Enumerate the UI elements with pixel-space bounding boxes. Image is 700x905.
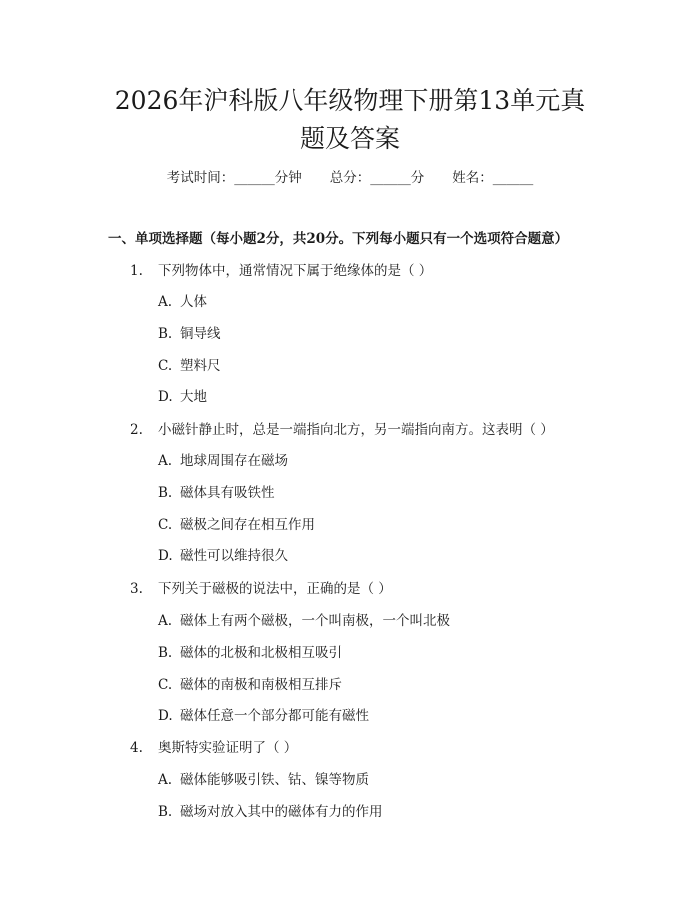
question-number: 2. [130, 422, 143, 438]
option-letter: D. [158, 548, 173, 564]
option [158, 356, 221, 376]
option [158, 546, 288, 566]
page-title-line2: 题及答案 [299, 124, 400, 153]
question-text: 奥斯特实验证明了（ ） [158, 740, 298, 756]
option-letter: D. [158, 389, 173, 405]
option [158, 324, 221, 344]
option-letter: B. [158, 804, 173, 820]
option-text: 磁性可以维持很久 [180, 548, 288, 564]
option-text: 地球周围存在磁场 [180, 453, 288, 469]
option-letter: C. [158, 677, 173, 693]
question-number: 3. [130, 581, 143, 597]
question-2 [130, 420, 554, 440]
option-letter: B. [158, 645, 173, 661]
option [158, 515, 315, 535]
question-3 [130, 579, 392, 599]
option-letter: B. [158, 326, 173, 342]
option [158, 706, 369, 726]
exam-time: 考试时间：______分钟 [166, 170, 302, 186]
exam-info-line [0, 168, 700, 188]
option-letter: C. [158, 517, 173, 533]
option [158, 387, 207, 407]
option-letter: A. [158, 294, 173, 310]
page-title-line1: 2026年沪科版八年级物理下册第13单元真 [114, 86, 586, 115]
option-text: 磁体具有吸铁性 [180, 485, 275, 501]
option [158, 611, 450, 631]
option [158, 483, 275, 503]
total-score: 总分：______分 [329, 170, 425, 186]
option-text: 人体 [180, 294, 207, 310]
option-text: 磁体上有两个磁极，一个叫南极，一个叫北极 [180, 613, 450, 629]
option-text: 铜导线 [180, 326, 221, 342]
option-letter: A. [158, 613, 173, 629]
option [158, 643, 342, 663]
question-1 [130, 261, 432, 281]
option [158, 451, 288, 471]
option-letter: D. [158, 708, 173, 724]
option-letter: A. [158, 772, 173, 788]
option-text: 磁场对放入其中的磁体有力的作用 [180, 804, 383, 820]
option-text: 磁体能够吸引铁、钴、镍等物质 [180, 772, 369, 788]
option-text: 大地 [180, 389, 207, 405]
option-text: 磁体的南极和南极相互排斥 [180, 677, 342, 693]
option-text: 磁体的北极和北极相互吸引 [180, 645, 342, 661]
option [158, 292, 207, 312]
question-text: 下列关于磁极的说法中，正确的是（ ） [158, 581, 392, 597]
question-number: 4. [130, 740, 143, 756]
option-letter: A. [158, 453, 173, 469]
question-4 [130, 738, 297, 758]
question-text: 小磁针静止时，总是一端指向北方，另一端指向南方。这表明（ ） [158, 422, 554, 438]
option-text: 磁体任意一个部分都可能有磁性 [180, 708, 369, 724]
option [158, 770, 369, 790]
question-number: 1. [130, 263, 143, 279]
option [158, 675, 342, 695]
option-text: 磁极之间存在相互作用 [180, 517, 315, 533]
question-text: 下列物体中，通常情况下属于绝缘体的是（ ） [158, 263, 433, 279]
option [158, 802, 383, 822]
section-heading: 一、单项选择题（每小题2分，共20分。下列每小题只有一个选项符合题意） [108, 231, 569, 247]
option-letter: B. [158, 485, 173, 501]
student-name: 姓名：______ [452, 170, 534, 186]
option-text: 塑料尺 [180, 358, 221, 374]
option-letter: C. [158, 358, 173, 374]
